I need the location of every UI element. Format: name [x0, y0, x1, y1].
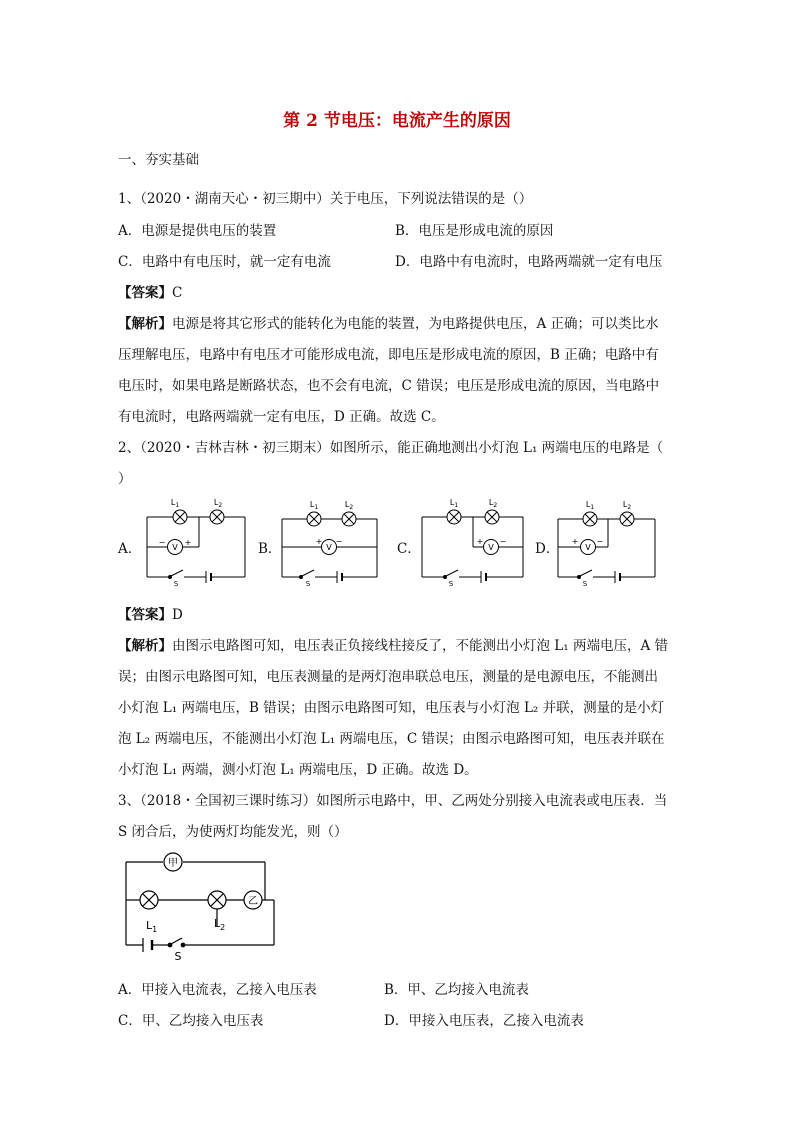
q1-option-a: A．电源是提供电压的装置 [118, 223, 277, 239]
q3-option-a: A．甲接入电流表，乙接入电压表 [118, 982, 317, 998]
q1-option-c: C．电路中有电压时，就一定有电流 [118, 254, 331, 270]
q1-analysis-line2: 压理解电压，电路中有电压才可能形成电流，即电压是形成电流的原因，B 正确；电路中有 [118, 347, 659, 363]
q3-option-b: B．甲、乙均接入电流表 [384, 982, 529, 998]
q2-answer [118, 603, 183, 623]
a-voltmeter-label: V [172, 543, 178, 552]
q2-analysis-label: 【解析】 [118, 638, 172, 654]
c-voltmeter-label: V [488, 543, 494, 552]
page-title: 第 2 节电压：电流产生的原因 [283, 111, 511, 131]
q3-L2-label: $L_2$ [214, 917, 226, 932]
circuit-diagram-b [277, 497, 381, 588]
a-L2-label: $L_2$ [213, 498, 223, 509]
circuit-diagram-c [415, 493, 527, 588]
section-heading: 一、夯实基础 [118, 152, 199, 168]
c-voltmeter-minus: − [499, 537, 507, 546]
q2-analysis-line1 [118, 634, 668, 654]
q1-answer-value: C [172, 285, 183, 301]
q2-analysis-text1: 由图示电路图可知，电压表正负接线柱接反了，不能测出小灯泡 L₁ 两端电压，A 错 [172, 638, 668, 654]
q2-figure-label-a: A． [118, 541, 142, 557]
c-L1-label: $L_1$ [449, 498, 459, 509]
q1-answer [118, 281, 182, 301]
q2-stem-line1: 2、（2020・吉林吉林・初三期末）如图所示，能正确地测出小灯泡 L₁ 两端电压的电路是（ [118, 440, 664, 456]
q2-analysis-line2: 误；由图示电路图可知，电压表测量的是两灯泡串联总电压，测量的是电源电压，不能测出 [118, 669, 658, 685]
c-voltmeter-plus: + [476, 537, 484, 546]
q3-L1-label: $L_1$ [146, 919, 158, 934]
q2-figure-label-b: B． [258, 541, 282, 557]
q2-analysis-line3: 小灯泡 L₁ 两端电压，B 错误；由图示电路图可知，电压表与小灯泡 L₂ 并联，测量的是小灯 [118, 700, 665, 716]
b-L2-label: $L_2$ [344, 500, 354, 511]
c-L2-label: $L_2$ [488, 498, 498, 509]
q2-stem-line2: ） [118, 471, 132, 487]
q3-circuit-diagram [120, 850, 280, 962]
c-switch-label: S [448, 580, 454, 588]
q2-answer-value: D [172, 607, 183, 623]
d-voltmeter-label: V [585, 543, 591, 552]
circuit-diagram-d [553, 497, 659, 588]
d-L1-label: $L_1$ [585, 500, 595, 511]
a-switch-label: S [173, 580, 179, 588]
a-voltmeter-minus: − [158, 538, 166, 547]
b-voltmeter-label: V [326, 543, 332, 552]
a-voltmeter-plus: + [184, 538, 192, 547]
q3-option-c: C．甲、乙均接入电压表 [118, 1013, 264, 1029]
b-L1-label: $L_1$ [309, 500, 319, 511]
q3-meter-yi: 乙 [248, 896, 258, 907]
q2-answer-label: 【答案】 [118, 607, 172, 623]
q1-analysis-label: 【解析】 [118, 316, 172, 332]
b-switch-label: S [305, 580, 311, 588]
q1-analysis-line3: 电压时，如果电路是断路状态，也不会有电流，C 错误；电压是形成电流的原因，当电路中 [118, 378, 660, 394]
q1-answer-label: 【答案】 [118, 285, 172, 301]
d-L2-label: $L_2$ [622, 500, 632, 511]
d-voltmeter-minus: − [596, 537, 604, 546]
q3-stem-line1: 3、（2018・全国初三课时练习）如图所示电路中，甲、乙两处分别接入电流表或电压表．当 [118, 793, 668, 809]
q1-option-d: D．电路中有电流时，电路两端就一定有电压 [395, 254, 663, 270]
circuit-diagram-a [140, 495, 252, 588]
q3-option-d: D．甲接入电压表，乙接入电流表 [384, 1013, 584, 1029]
a-L1-label: $L_1$ [170, 498, 180, 509]
q3-meter-jia: 甲 [168, 858, 178, 869]
q1-analysis-line4: 有电流时，电路两端就一定有电压，D 正确。故选 C。 [118, 409, 445, 425]
q1-analysis-line1 [118, 312, 659, 332]
q1-stem: 1、（2020・湖南天心・初三期中）关于电压，下列说法错误的是（） [118, 191, 533, 207]
d-voltmeter-plus: + [571, 537, 579, 546]
q1-option-b: B．电压是形成电流的原因 [395, 223, 554, 239]
q3-switch-label: S [174, 950, 182, 963]
q2-figure-label-c: C． [397, 541, 421, 557]
b-voltmeter-minus: − [335, 537, 343, 546]
q2-analysis-line5: 小灯泡 L₁ 两端，测小灯泡 L₁ 两端电压，D 正确。故选 D。 [118, 762, 478, 778]
q1-analysis-text1: 电源是将其它形式的能转化为电能的装置，为电路提供电压，A 正确；可以类比水 [172, 316, 659, 332]
q2-analysis-line4: 泡 L₂ 两端电压，不能测出小灯泡 L₁ 两端电压，C 错误；由图示电路图可知，电压表并联在 [118, 731, 665, 747]
b-voltmeter-plus: + [315, 537, 323, 546]
q3-stem-line2: S 闭合后，为使两灯均能发光，则（） [118, 824, 348, 840]
d-switch-label: S [582, 580, 588, 588]
q2-figure-label-d: D． [535, 541, 560, 557]
